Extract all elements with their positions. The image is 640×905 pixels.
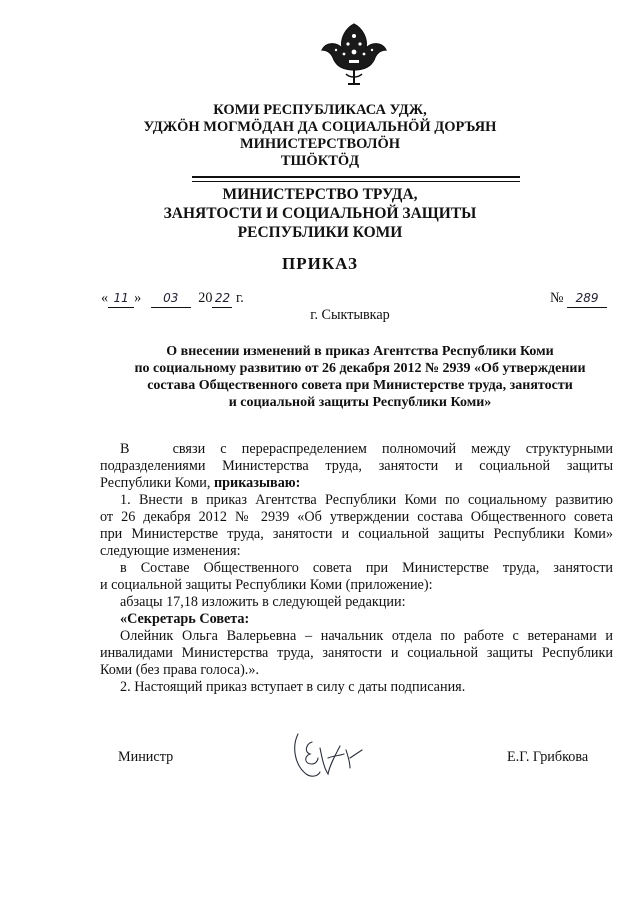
doc-subject xyxy=(100,343,620,411)
subject-line: состава Общественного совета при Министерстве труда, занятости xyxy=(147,378,573,393)
doc-body xyxy=(100,441,613,696)
date-close-quote: » xyxy=(134,290,142,306)
handwritten-signature xyxy=(288,728,368,782)
header-komi-line: ТШӦКТӦД xyxy=(280,153,360,169)
body-line: в Составе Общественного совета при Министерстве труда, занятости xyxy=(120,560,613,576)
body-line: Коми (без права голоса).». xyxy=(100,662,259,678)
date-day: 11 xyxy=(113,291,129,305)
header-russian-line: РЕСПУБЛИКИ КОМИ xyxy=(237,224,403,241)
order-word: приказываю: xyxy=(213,475,301,491)
body-line: «Секретарь Совета: xyxy=(120,611,250,627)
doc-number-label: № xyxy=(550,290,564,306)
date-month: 03 xyxy=(163,291,179,305)
subject-line: О внесении изменений в приказ Агентства Республики Коми xyxy=(166,344,554,359)
body-line: абзацы 17,18 изложить в следующей редакции: xyxy=(120,594,406,610)
header-komi xyxy=(0,102,640,170)
body-line: 1. Внести в приказ Агентства Республики Коми по социальному развитию xyxy=(120,492,613,508)
signature-position: Министр xyxy=(118,749,174,765)
body-line: Республики Коми, приказываю: xyxy=(100,475,301,491)
body-line: следующие изменения: xyxy=(100,543,241,559)
header-russian-line: ЗАНЯТОСТИ И СОЦИАЛЬНОЙ ЗАЩИТЫ xyxy=(163,205,477,222)
body-line: подразделениями Министерства труда, занятости и социальной защиты xyxy=(100,458,613,474)
doc-number-value: 289 xyxy=(575,291,599,305)
header-divider-thin xyxy=(192,181,520,182)
header-komi-line: МИНИСТЕРСТВОЛӦН xyxy=(239,136,401,152)
komi-coat-of-arms-icon xyxy=(316,18,392,92)
header-russian-line: МИНИСТЕРСТВО ТРУДА, xyxy=(222,186,418,203)
body-line: от 26 декабря 2012 № 2939 «Об утверждении состава Общественного совета xyxy=(100,509,613,525)
body-line: 2. Настоящий приказ вступает в силу с даты подписания. xyxy=(120,679,466,695)
date-year-prefix: 20 xyxy=(198,290,213,306)
date-year-suffix: 22 xyxy=(214,291,231,305)
header-komi-line: КОМИ РЕСПУБЛИКАСА УДЖ, xyxy=(213,102,427,118)
doc-number xyxy=(550,290,607,308)
subject-line: и социальной защиты Республики Коми» xyxy=(228,395,492,410)
body-line: инвалидами Министерства труда, занятости и социальной защиты Республики xyxy=(100,645,613,661)
body-line: Олейник Ольга Валерьевна – начальник отдела по работе с ветеранами и xyxy=(120,628,613,644)
doc-type-title: ПРИКАЗ xyxy=(282,254,358,273)
body-line: и социальной защиты Республики Коми (приложение): xyxy=(100,577,433,593)
header-komi-line: УДЖӦН МОГМӦДАН ДА СОЦИАЛЬНӦЙ ДОРЪЯН xyxy=(143,119,497,135)
header-russian xyxy=(0,185,640,242)
doc-date xyxy=(101,290,244,308)
date-year-word: г. xyxy=(236,290,244,306)
date-open-quote: « xyxy=(101,290,109,306)
body-line: В связи с перераспределением полномочий между структурными xyxy=(120,441,613,457)
body-line: при Министерстве труда, занятости и социальной защиты Республики Коми» xyxy=(100,526,613,542)
signature-name: Е.Г. Грибкова xyxy=(507,749,589,765)
doc-place: г. Сыктывкар xyxy=(310,307,390,323)
header-divider xyxy=(192,176,520,178)
subject-line: по социальному развитию от 26 декабря 2012 № 2939 «Об утверждении xyxy=(134,361,586,376)
